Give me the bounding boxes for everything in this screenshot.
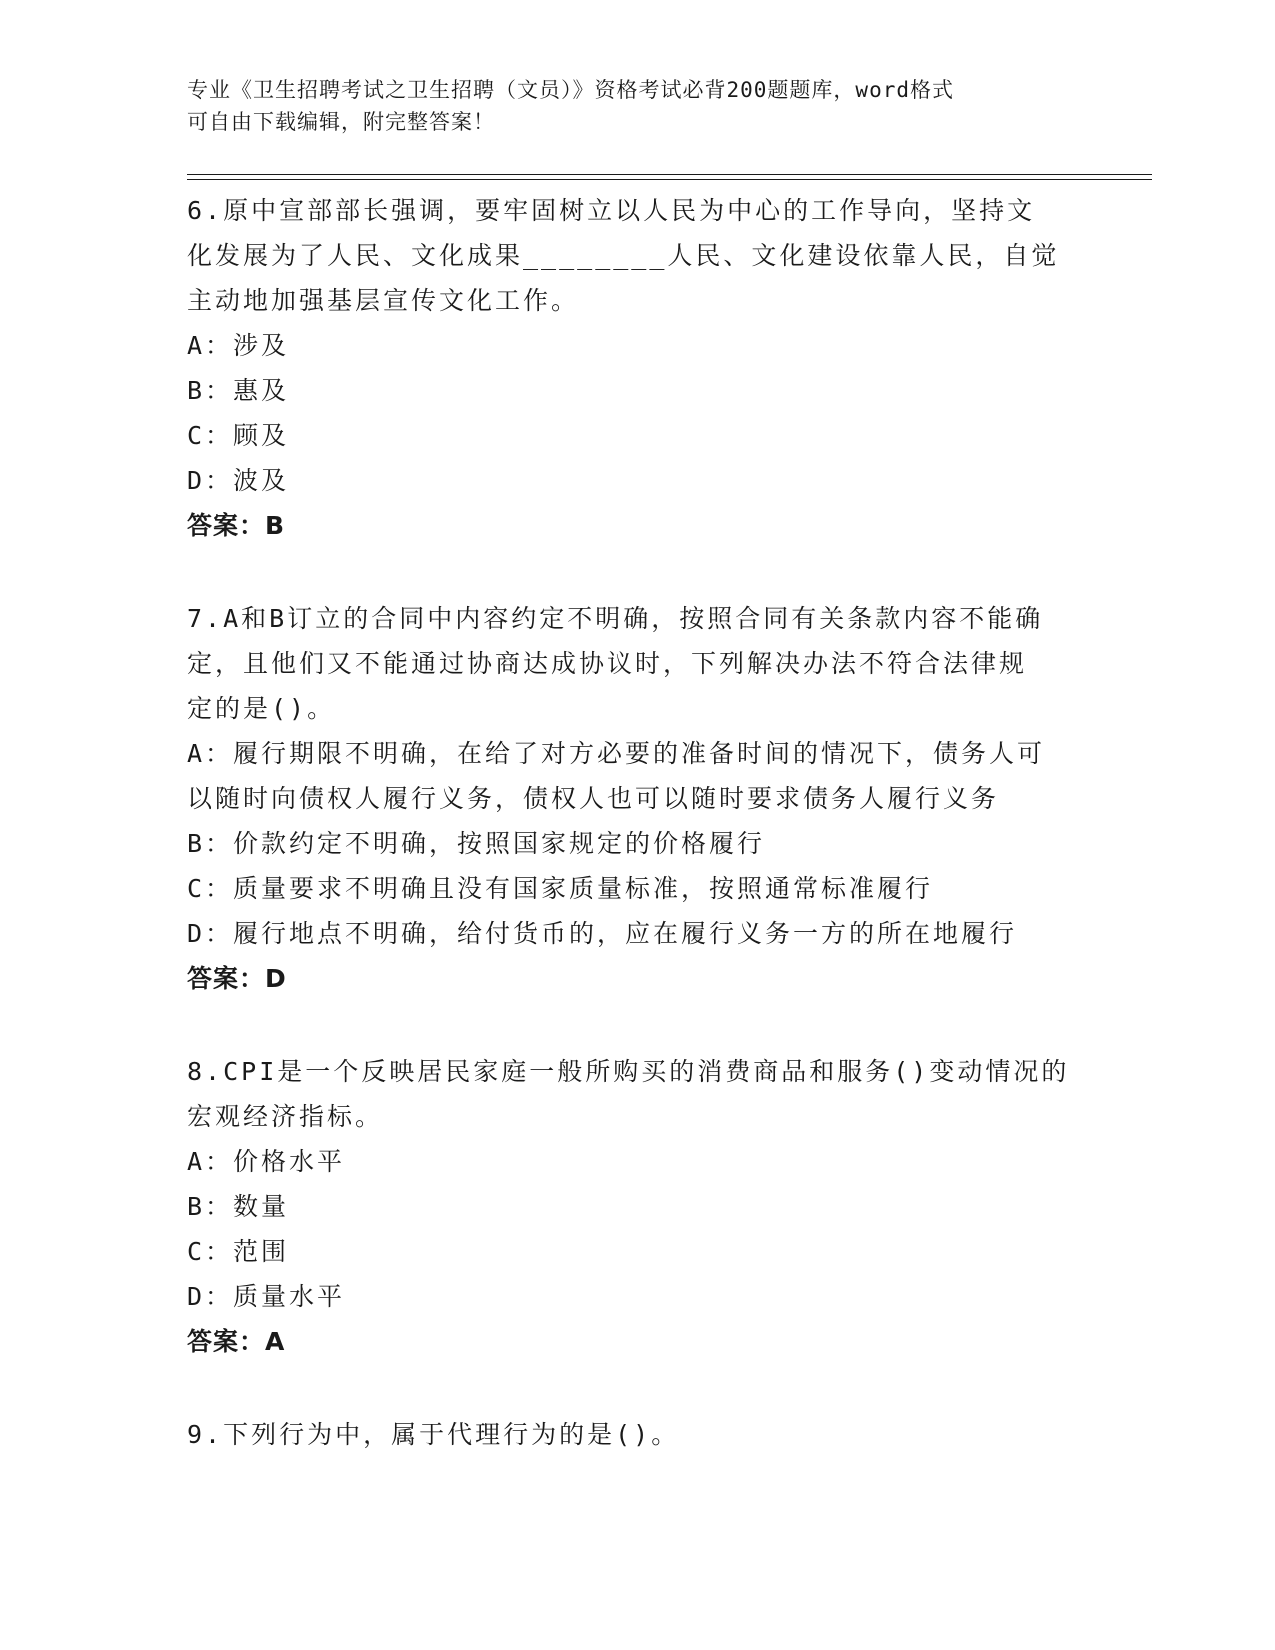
- option-d: D：履行地点不明确，给付货币的，应在履行义务一方的所在地履行: [187, 919, 1018, 948]
- header-divider-bottom: [187, 179, 1152, 180]
- question-9: [187, 1412, 1087, 1457]
- question-text-line: 9.下列行为中，属于代理行为的是()。: [187, 1420, 680, 1449]
- option-a: A：价格水平: [187, 1147, 346, 1176]
- question-spacer: [187, 548, 1087, 596]
- question-text-line: 化发展为了人民、文化成果________人民、文化建设依靠人民，自觉: [187, 241, 1060, 270]
- question-text-line: 6.原中宣部部长强调，要牢固树立以人民为中心的工作导向，坚持文: [187, 196, 1036, 225]
- option-c: C：范围: [187, 1237, 290, 1266]
- question-spacer: [187, 1001, 1087, 1049]
- option-b: B：惠及: [187, 376, 290, 405]
- question-list: [187, 188, 1087, 1457]
- option-c: C：质量要求不明确且没有国家质量标准，按照通常标准履行: [187, 874, 934, 903]
- question-8: [187, 1049, 1087, 1364]
- question-text-line: 宏观经济指标。: [187, 1102, 384, 1131]
- header-divider-top: [187, 174, 1152, 175]
- answer-label: 答案：A: [187, 1327, 286, 1356]
- header-line-1: 专业《卫生招聘考试之卫生招聘（文员）》资格考试必背200题题库，word格式: [187, 78, 954, 102]
- option-b: B：价款约定不明确，按照国家规定的价格履行: [187, 829, 766, 858]
- option-b: B：数量: [187, 1192, 290, 1221]
- answer-label: 答案：D: [187, 964, 287, 993]
- question-spacer: [187, 1364, 1087, 1412]
- option-c: C：顾及: [187, 421, 290, 450]
- option-a: A：履行期限不明确，在给了对方必要的准备时间的情况下，债务人可: [187, 739, 1046, 768]
- answer-label: 答案：B: [187, 511, 286, 540]
- header-line-2: 可自由下载编辑，附完整答案！: [187, 110, 495, 134]
- document-header: [187, 74, 1087, 138]
- question-text-line: 主动地加强基层宣传文化工作。: [187, 286, 580, 315]
- option-a-continued: 以随时向债权人履行义务，债权人也可以随时要求债务人履行义务: [187, 784, 1000, 813]
- question-text-line: 定的是()。: [187, 694, 336, 723]
- option-d: D：波及: [187, 466, 290, 495]
- question-7: [187, 596, 1087, 1001]
- question-text-line: 定，且他们又不能通过协商达成协议时，下列解决办法不符合法律规: [187, 649, 1028, 678]
- option-d: D：质量水平: [187, 1282, 346, 1311]
- option-a: A：涉及: [187, 331, 290, 360]
- question-text-line: 8.CPI是一个反映居民家庭一般所购买的消费商品和服务()变动情况的: [187, 1057, 1070, 1086]
- question-text-line: 7.A和B订立的合同中内容约定不明确，按照合同有关条款内容不能确: [187, 604, 1044, 633]
- question-6: [187, 188, 1087, 548]
